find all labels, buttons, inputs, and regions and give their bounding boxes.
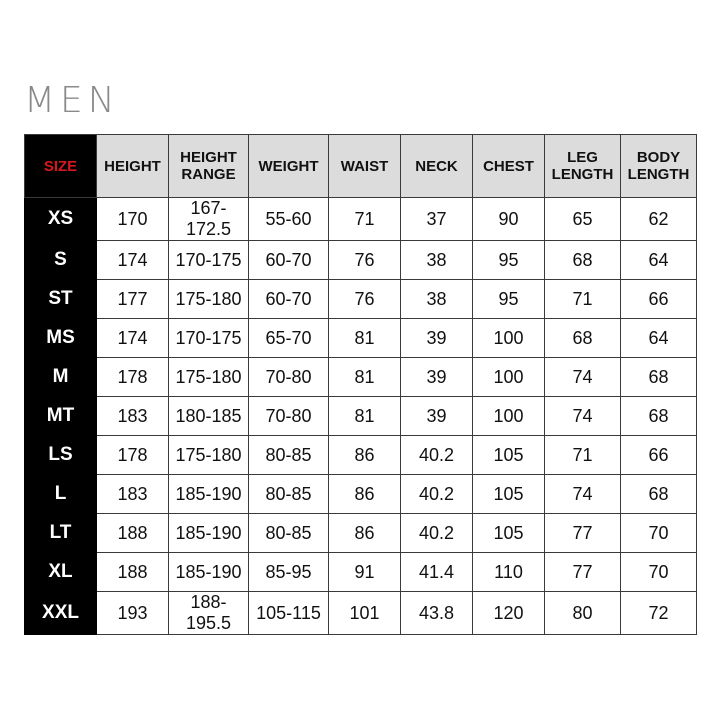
cell-weight: 80-85 <box>249 514 329 553</box>
page-title: MEN <box>24 80 120 121</box>
cell-body-length: 70 <box>621 514 697 553</box>
table-row <box>25 319 697 358</box>
table-row <box>25 592 697 635</box>
cell-height: 183 <box>97 475 169 514</box>
cell-weight: 80-85 <box>249 475 329 514</box>
cell-chest: 100 <box>473 319 545 358</box>
cell-chest: 110 <box>473 553 545 592</box>
cell-size: MT <box>25 397 97 436</box>
cell-height: 170 <box>97 198 169 241</box>
cell-waist: 101 <box>329 592 401 635</box>
cell-weight: 85-95 <box>249 553 329 592</box>
cell-leg-length: 68 <box>545 241 621 280</box>
column-header-height-range: HEIGHT RANGE <box>169 135 249 198</box>
cell-height: 193 <box>97 592 169 635</box>
cell-leg-length: 74 <box>545 358 621 397</box>
cell-weight: 65-70 <box>249 319 329 358</box>
cell-leg-length: 65 <box>545 198 621 241</box>
cell-neck: 38 <box>401 280 473 319</box>
cell-neck: 40.2 <box>401 514 473 553</box>
cell-waist: 91 <box>329 553 401 592</box>
cell-neck: 43.8 <box>401 592 473 635</box>
cell-body-length: 70 <box>621 553 697 592</box>
cell-height-range: 170-175 <box>169 319 249 358</box>
table-row <box>25 241 697 280</box>
column-header-chest: CHEST <box>473 135 545 198</box>
cell-weight: 60-70 <box>249 241 329 280</box>
cell-neck: 39 <box>401 358 473 397</box>
cell-height-range: 170-175 <box>169 241 249 280</box>
cell-waist: 86 <box>329 514 401 553</box>
column-header-height: HEIGHT <box>97 135 169 198</box>
cell-height: 183 <box>97 397 169 436</box>
cell-size: MS <box>25 319 97 358</box>
cell-chest: 120 <box>473 592 545 635</box>
cell-chest: 95 <box>473 280 545 319</box>
cell-neck: 37 <box>401 198 473 241</box>
cell-height-range: 185-190 <box>169 514 249 553</box>
cell-chest: 105 <box>473 436 545 475</box>
cell-height: 188 <box>97 553 169 592</box>
cell-size: XXL <box>25 592 97 635</box>
cell-leg-length: 77 <box>545 514 621 553</box>
column-header-waist: WAIST <box>329 135 401 198</box>
cell-height-range: 188-195.5 <box>169 592 249 635</box>
cell-size: L <box>25 475 97 514</box>
size-chart-body <box>25 198 697 635</box>
cell-waist: 81 <box>329 358 401 397</box>
cell-body-length: 66 <box>621 280 697 319</box>
cell-size: LS <box>25 436 97 475</box>
cell-chest: 90 <box>473 198 545 241</box>
table-row <box>25 397 697 436</box>
cell-size: XS <box>25 198 97 241</box>
cell-weight: 70-80 <box>249 397 329 436</box>
cell-body-length: 66 <box>621 436 697 475</box>
cell-height-range: 175-180 <box>169 436 249 475</box>
cell-neck: 40.2 <box>401 475 473 514</box>
column-header-size: SIZE <box>25 135 97 198</box>
table-row <box>25 280 697 319</box>
cell-height: 177 <box>97 280 169 319</box>
cell-height: 174 <box>97 319 169 358</box>
cell-body-length: 68 <box>621 358 697 397</box>
cell-height: 178 <box>97 358 169 397</box>
table-row <box>25 198 697 241</box>
cell-chest: 105 <box>473 475 545 514</box>
header-row <box>25 135 697 198</box>
table-row <box>25 358 697 397</box>
cell-neck: 39 <box>401 397 473 436</box>
cell-height-range: 175-180 <box>169 280 249 319</box>
cell-body-length: 68 <box>621 475 697 514</box>
cell-size: XL <box>25 553 97 592</box>
cell-height: 188 <box>97 514 169 553</box>
cell-height: 178 <box>97 436 169 475</box>
cell-neck: 38 <box>401 241 473 280</box>
cell-size: LT <box>25 514 97 553</box>
cell-height-range: 185-190 <box>169 553 249 592</box>
cell-weight: 105-115 <box>249 592 329 635</box>
cell-height-range: 180-185 <box>169 397 249 436</box>
cell-waist: 86 <box>329 475 401 514</box>
cell-height-range: 185-190 <box>169 475 249 514</box>
cell-chest: 100 <box>473 358 545 397</box>
cell-height: 174 <box>97 241 169 280</box>
cell-chest: 100 <box>473 397 545 436</box>
cell-leg-length: 80 <box>545 592 621 635</box>
cell-waist: 86 <box>329 436 401 475</box>
column-header-weight: WEIGHT <box>249 135 329 198</box>
cell-neck: 41.4 <box>401 553 473 592</box>
cell-size: S <box>25 241 97 280</box>
cell-waist: 81 <box>329 397 401 436</box>
cell-body-length: 64 <box>621 241 697 280</box>
cell-body-length: 64 <box>621 319 697 358</box>
cell-leg-length: 74 <box>545 475 621 514</box>
column-header-neck: NECK <box>401 135 473 198</box>
cell-leg-length: 71 <box>545 280 621 319</box>
cell-size: ST <box>25 280 97 319</box>
cell-waist: 81 <box>329 319 401 358</box>
cell-body-length: 62 <box>621 198 697 241</box>
cell-leg-length: 77 <box>545 553 621 592</box>
cell-body-length: 68 <box>621 397 697 436</box>
cell-weight: 60-70 <box>249 280 329 319</box>
table-row <box>25 553 697 592</box>
cell-weight: 70-80 <box>249 358 329 397</box>
cell-chest: 95 <box>473 241 545 280</box>
cell-waist: 76 <box>329 280 401 319</box>
cell-size: M <box>25 358 97 397</box>
cell-height-range: 167-172.5 <box>169 198 249 241</box>
table-row <box>25 514 697 553</box>
cell-chest: 105 <box>473 514 545 553</box>
table-row <box>25 475 697 514</box>
column-header-body-length: BODY LENGTH <box>621 135 697 198</box>
cell-body-length: 72 <box>621 592 697 635</box>
cell-weight: 80-85 <box>249 436 329 475</box>
cell-leg-length: 71 <box>545 436 621 475</box>
cell-weight: 55-60 <box>249 198 329 241</box>
size-chart-table <box>24 134 697 635</box>
cell-leg-length: 74 <box>545 397 621 436</box>
cell-waist: 71 <box>329 198 401 241</box>
cell-leg-length: 68 <box>545 319 621 358</box>
cell-height-range: 175-180 <box>169 358 249 397</box>
cell-waist: 76 <box>329 241 401 280</box>
column-header-leg-length: LEG LENGTH <box>545 135 621 198</box>
cell-neck: 40.2 <box>401 436 473 475</box>
cell-neck: 39 <box>401 319 473 358</box>
table-row <box>25 436 697 475</box>
